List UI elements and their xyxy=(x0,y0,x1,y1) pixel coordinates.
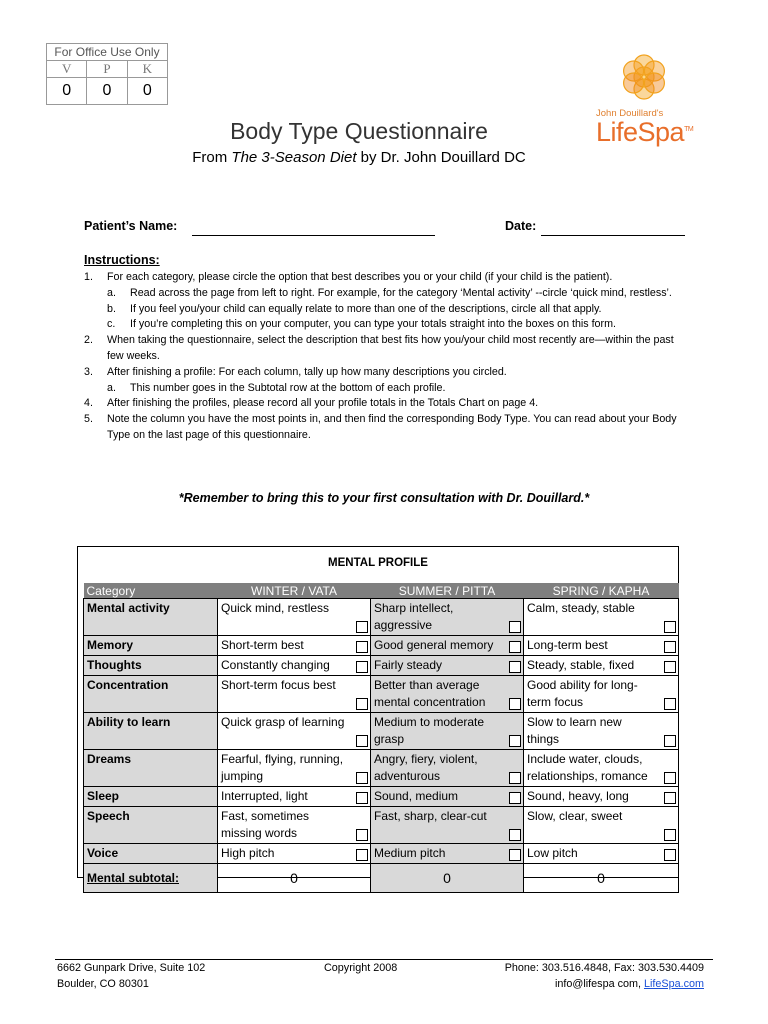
option-checkbox[interactable] xyxy=(356,772,368,784)
option-cell-winter[interactable] xyxy=(218,787,371,807)
office-value-k[interactable]: 0 xyxy=(127,78,167,105)
instruction-text: If you’re completing this on your computer, you can type your totals straight into the boxes on this form. xyxy=(130,318,616,331)
subtotal-label-cell xyxy=(84,864,218,893)
mental-profile-table xyxy=(83,583,679,893)
option-text: Short-term best xyxy=(221,638,304,652)
instruction-number: a. xyxy=(107,286,116,299)
row-category: Thoughts xyxy=(84,656,218,676)
instruction-number: 5. xyxy=(84,413,93,426)
page-title-text: Body Type Questionnaire xyxy=(230,118,488,144)
instruction-item xyxy=(84,270,684,286)
subtotal-row xyxy=(84,864,679,893)
option-checkbox[interactable] xyxy=(356,829,368,841)
option-text: Include water, clouds, relationships, romance xyxy=(527,752,648,783)
instruction-text: If you feel you/your child can equally relate to more than one of the descriptions, circle all that apply. xyxy=(130,302,602,315)
option-cell-summer[interactable] xyxy=(371,787,524,807)
option-cell-summer[interactable] xyxy=(371,844,524,864)
subtotal-label: Mental subtotal: xyxy=(87,870,179,885)
option-cell-winter[interactable] xyxy=(218,807,371,844)
option-checkbox[interactable] xyxy=(664,735,676,747)
office-header-k: K xyxy=(127,61,167,78)
option-text: Medium pitch xyxy=(374,846,446,860)
option-checkbox[interactable] xyxy=(664,772,676,784)
office-header-v: V xyxy=(47,61,87,78)
option-text: Medium to moderate grasp xyxy=(374,715,485,746)
row-category: Mental activity xyxy=(84,599,218,636)
instruction-text: After finishing the profiles, please record all your profile totals in the Totals Chart on page 4. xyxy=(107,397,539,410)
reminder-note: *Remember to bring this to your first consultation with Dr. Douillard.* xyxy=(178,491,590,505)
instruction-number: b. xyxy=(107,302,116,315)
date-field[interactable] xyxy=(541,235,685,236)
instruction-number: c. xyxy=(107,318,116,331)
office-value-v[interactable]: 0 xyxy=(47,78,87,105)
option-cell-spring[interactable] xyxy=(524,713,679,750)
option-text: Short-term focus best xyxy=(221,678,336,692)
option-text: Low pitch xyxy=(527,846,578,860)
option-checkbox[interactable] xyxy=(664,829,676,841)
instruction-number: 3. xyxy=(84,365,93,378)
office-use-title: For Office Use Only xyxy=(47,44,168,61)
option-cell-winter[interactable] xyxy=(218,750,371,787)
instruction-item xyxy=(84,317,684,333)
subtotal-value[interactable]: 0 xyxy=(371,864,524,893)
subtitle-book: The 3-Season Diet xyxy=(231,149,357,166)
option-checkbox[interactable] xyxy=(664,698,676,710)
option-cell-winter[interactable] xyxy=(218,676,371,713)
option-text: Interrupted, light xyxy=(221,789,308,803)
option-cell-summer[interactable] xyxy=(371,599,524,636)
option-cell-winter[interactable] xyxy=(218,713,371,750)
option-cell-summer[interactable] xyxy=(371,713,524,750)
option-text: Constantly changing xyxy=(221,658,330,672)
option-checkbox[interactable] xyxy=(509,792,521,804)
option-cell-spring[interactable] xyxy=(524,636,679,656)
instruction-number: 1. xyxy=(84,271,93,283)
profile-row xyxy=(84,844,679,864)
option-cell-winter[interactable] xyxy=(218,844,371,864)
header-category: Category xyxy=(84,583,218,599)
instructions-heading: Instructions: xyxy=(84,253,160,267)
instruction-item xyxy=(84,381,684,397)
option-cell-summer[interactable] xyxy=(371,656,524,676)
footer-copyright: Copyright 2008 xyxy=(324,962,398,974)
header-winter-vata: WINTER / VATA xyxy=(218,583,371,599)
option-checkbox[interactable] xyxy=(356,641,368,653)
office-header-p: P xyxy=(87,61,127,78)
option-checkbox[interactable] xyxy=(356,698,368,710)
instruction-text: For each category, please circle the option that best describes you or your child (if your child is the patient). xyxy=(107,271,613,283)
option-checkbox[interactable] xyxy=(509,849,521,861)
instruction-text: After finishing a profile: For each column, tally up how many descriptions you circled. xyxy=(107,365,507,378)
instruction-item xyxy=(84,302,684,318)
profile-row xyxy=(84,656,679,676)
row-category: Concentration xyxy=(84,676,218,713)
footer-email: info@lifespa com, xyxy=(555,978,644,990)
option-checkbox[interactable] xyxy=(356,661,368,673)
option-checkbox[interactable] xyxy=(664,849,676,861)
date-label: Date: xyxy=(505,219,537,233)
subtotal-value[interactable]: 0 xyxy=(218,864,371,893)
option-cell-spring[interactable] xyxy=(524,656,679,676)
option-cell-spring[interactable] xyxy=(524,807,679,844)
option-checkbox[interactable] xyxy=(664,621,676,633)
option-checkbox[interactable] xyxy=(356,621,368,633)
option-text: Sharp intellect, aggressive xyxy=(374,601,454,632)
office-value-p[interactable]: 0 xyxy=(87,78,127,105)
option-checkbox[interactable] xyxy=(509,641,521,653)
instruction-item xyxy=(84,333,684,365)
profile-row xyxy=(84,713,679,750)
footer-address-line2: Boulder, CO 80301 xyxy=(57,978,149,990)
option-text: Fairly steady xyxy=(374,658,443,672)
subtotal-value[interactable]: 0 xyxy=(524,864,679,893)
option-cell-winter[interactable] xyxy=(218,599,371,636)
option-text: Angry, fiery, violent, adventurous xyxy=(374,752,478,783)
option-cell-summer[interactable] xyxy=(371,750,524,787)
option-checkbox[interactable] xyxy=(509,829,521,841)
footer-address-line1: 6662 Gunpark Drive, Suite 102 xyxy=(57,962,206,974)
subtitle-prefix: From xyxy=(192,149,232,166)
option-checkbox[interactable] xyxy=(356,735,368,747)
profile-row xyxy=(84,750,679,787)
instruction-number: a. xyxy=(107,381,116,394)
option-cell-spring[interactable] xyxy=(524,787,679,807)
instructions-list xyxy=(84,270,684,444)
option-text: Fast, sharp, clear-cut xyxy=(374,809,487,823)
subtitle-suffix: DC xyxy=(499,149,526,166)
row-category: Memory xyxy=(84,636,218,656)
instruction-item xyxy=(84,412,684,444)
option-text: Good general memory xyxy=(374,638,494,652)
option-checkbox[interactable] xyxy=(509,698,521,710)
profile-row xyxy=(84,676,679,713)
lifespa-flower-logo-icon xyxy=(612,45,676,109)
option-checkbox[interactable] xyxy=(664,792,676,804)
option-cell-summer[interactable] xyxy=(371,807,524,844)
option-cell-winter[interactable] xyxy=(218,656,371,676)
option-cell-spring[interactable] xyxy=(524,844,679,864)
subtitle-mid: by Dr. John Douillard xyxy=(356,149,500,166)
office-use-box xyxy=(46,43,168,105)
instruction-text: This number goes in the Subtotal row at the bottom of each profile. xyxy=(130,381,446,394)
option-checkbox[interactable] xyxy=(509,772,521,784)
row-category: Dreams xyxy=(84,750,218,787)
profile-row xyxy=(84,636,679,656)
option-text: Sound, medium xyxy=(374,789,459,803)
row-category: Voice xyxy=(84,844,218,864)
option-cell-spring[interactable] xyxy=(524,676,679,713)
logo-trademark: TM xyxy=(684,126,694,133)
mental-profile-panel xyxy=(77,546,679,886)
instruction-item xyxy=(84,365,684,381)
option-checkbox[interactable] xyxy=(356,849,368,861)
option-text: Better than average mental concentration xyxy=(374,678,486,709)
instruction-text: When taking the questionnaire, select the description that best fits how you/your child most recently are—within the past few weeks. xyxy=(107,334,674,362)
instruction-item xyxy=(84,396,684,412)
footer-phone: Phone: 303.516.4848, Fax: 303.530.4409 xyxy=(504,962,704,974)
patient-name-field[interactable] xyxy=(192,235,435,236)
row-category: Ability to learn xyxy=(84,713,218,750)
option-text: Fearful, flying, running, jumping xyxy=(221,752,344,783)
option-cell-summer[interactable] xyxy=(371,636,524,656)
profile-row xyxy=(84,787,679,807)
instruction-text: Note the column you have the most points in, and then find the corresponding Body Type. You can read about your Body Type on the last page of this questionnaire. xyxy=(107,413,677,441)
header-summer-pitta: SUMMER / PITTA xyxy=(371,583,524,599)
option-text: Good ability for long-term focus xyxy=(527,678,638,709)
page-title xyxy=(0,118,768,145)
page-subtitle xyxy=(0,149,768,166)
option-text: Calm, steady, stable xyxy=(527,601,635,615)
instruction-text: Read across the page from left to right. For example, for the category ‘Mental activity’ --circle ‘quick mind, restless’. xyxy=(130,286,672,299)
option-cell-spring[interactable] xyxy=(524,750,679,787)
logo-subtitle: John Douillard's xyxy=(596,108,664,119)
option-cell-spring[interactable] xyxy=(524,599,679,636)
row-category: Speech xyxy=(84,807,218,844)
profile-title: MENTAL PROFILE xyxy=(328,557,428,569)
option-checkbox[interactable] xyxy=(664,661,676,673)
option-text: Quick mind, restless xyxy=(221,601,330,615)
option-cell-summer[interactable] xyxy=(371,676,524,713)
instruction-number: 2. xyxy=(84,334,93,347)
option-cell-winter[interactable] xyxy=(218,636,371,656)
option-checkbox[interactable] xyxy=(509,735,521,747)
option-checkbox[interactable] xyxy=(509,661,521,673)
profile-row xyxy=(84,807,679,844)
option-checkbox[interactable] xyxy=(356,792,368,804)
logo-name-text: LifeSpa xyxy=(596,117,685,147)
option-text: Slow, clear, sweet xyxy=(527,809,623,823)
option-text: Steady, stable, fixed xyxy=(527,658,635,672)
profile-row xyxy=(84,599,679,636)
footer-contact xyxy=(555,976,704,992)
instruction-number: 4. xyxy=(84,397,93,410)
option-checkbox[interactable] xyxy=(664,641,676,653)
header-spring-kapha: SPRING / KAPHA xyxy=(524,583,679,599)
option-text: Quick grasp of learning xyxy=(221,715,345,729)
option-text: Slow to learn new things xyxy=(527,715,622,746)
option-text: Sound, heavy, long xyxy=(527,789,629,803)
option-text: Fast, sometimes missing words xyxy=(221,809,310,840)
option-text: Long-term best xyxy=(527,638,608,652)
option-checkbox[interactable] xyxy=(509,621,521,633)
instruction-item xyxy=(84,286,684,302)
option-text: High pitch xyxy=(221,846,275,860)
patient-name-label: Patient’s Name: xyxy=(84,219,178,233)
row-category: Sleep xyxy=(84,787,218,807)
footer-website-link[interactable]: LifeSpa.com xyxy=(643,978,704,990)
